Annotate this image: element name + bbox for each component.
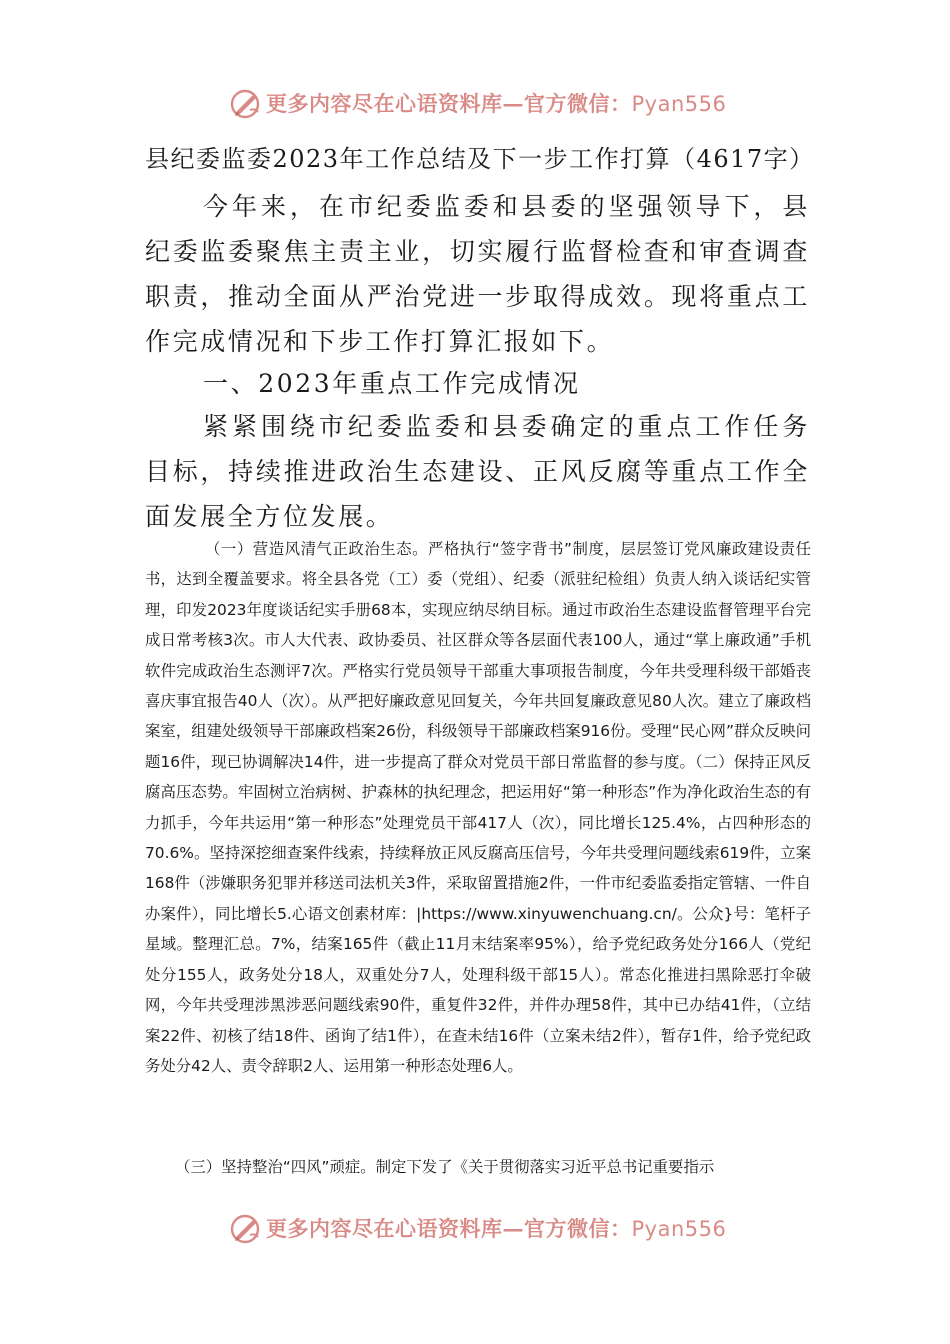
body-paragraph: （一）营造风清气正政治生态。严格执行“签字背书”制度，层层签订党风廉政建设责任书，达到全覆盖要求。将全县各党（工）委（党组）、纪委（派驻纪检组）负责人纳入谈话纪实管理，印发2023年度谈话纪实手册68本，实现应纳尽纳目标。通过市政治生态建设监督管理平台完成日常考核3次。市人大代表、政协委员、社区群众等各层面代表100人，通过“掌上廉政通”手机软件完成政治生态测评7次。严格实行党员领导干部重大事项报告制度，今年共受理科级干部婚丧喜庆事宜报告40人（次）。从严把好廉政意见回复关，今年共回复廉政意见80人次。建立了廉政档案室，组建处级领导干部廉政档案26份，科级领导干部廉政档案916份。受理“民心网”群众反映问题16件，现已协调解决14件，进一步提高了群众对党员干部日常监督的参与度。（二）保持正风反腐高压态势。牢固树立治病树、护森林的执纪理念，把运用好“第一种形态”作为净化政治生态的有力抓手，今年共运用“第一种形态”处理党员干部417人（次），同比增长125.4%，占四种形态的70.6%。坚持深挖细查案件线索，持续释放正风反腐高压信号，今年共受理问题线索619件，立案168件（涉嫌职务犯罪并移送司法机关3件，采取留置措施2件，一件市纪委监委指定管辖、一件自办案件），同比增长5.心语文创素材库：|https://www.xinyuwenchuang.cn/。公众}号：笔杆子星域。整理汇总。7%，结案165件（截止11月末结案率95%），给予党纪政务处分166人（党纪处分155人，政务处分18人，双重处分7人，处理科级干部15人）。常态化推进扫黑除恶打伞破网，今年共受理涉黑涉恶问题线索90件，重复件32件，并件办理58件，其中已办结41件，（立结案22件、初核了结18件、函询了结1件），在查未结16件（立案未结2件），暂存1件，给予党纪政务处分42人、责令辞职2人、运用第一种形态处理6人。 (145, 540, 811, 1075)
banner-wechat-id: Pyan556 (631, 1217, 727, 1241)
banner-text: 更多内容尽在心语资料库—官方微信： (266, 91, 632, 116)
document-title: 县纪委监委2023年工作总结及下一步工作打算（4617字） (145, 145, 815, 173)
header-watermark-banner (0, 82, 950, 126)
banner-wechat-id: Pyan556 (631, 92, 727, 116)
intro-paragraph: 今年来，在市纪委监委和县委的坚强领导下，县纪委监委聚焦主责主业，切实履行监督检查和审查调查职责，推动全面从严治党进一步取得成效。现将重点工作完成情况和下步工作打算汇报如下。 (145, 192, 810, 356)
banner-text: 更多内容尽在心语资料库—官方微信： (266, 1216, 632, 1241)
section-heading: 一、2023年重点工作完成情况 (203, 369, 581, 398)
section-intro-paragraph: 紧紧围绕市纪委监委和县委确定的重点工作任务目标，持续推进政治生态建设、正风反腐等重点工作全面发展全方位发展。 (145, 412, 810, 531)
pen-logo-icon (228, 1211, 264, 1247)
pen-logo-icon (228, 86, 264, 122)
footer-watermark-banner (0, 1207, 950, 1251)
body-paragraph-continued: （三）坚持整治“四风”顽症。制定下发了《关于贯彻落实习近平总书记重要指示 (175, 1158, 715, 1176)
